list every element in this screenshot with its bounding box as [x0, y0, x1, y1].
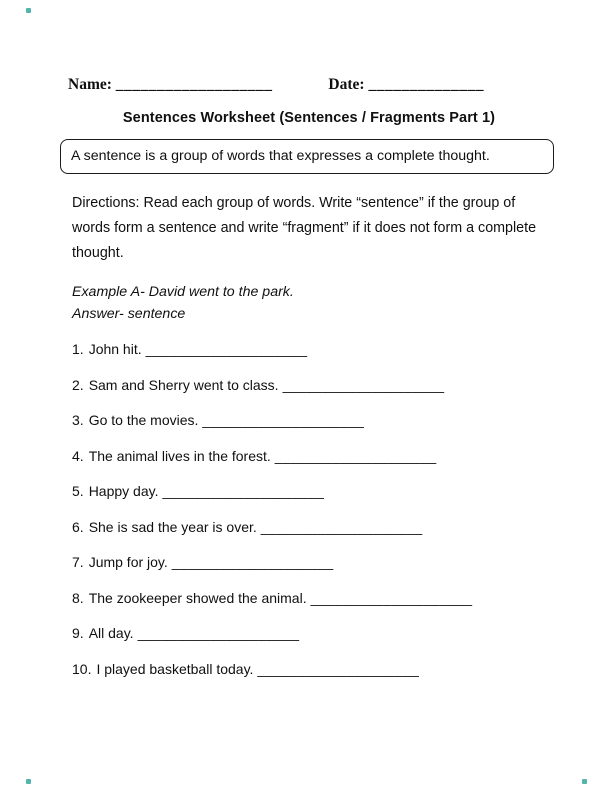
- worksheet-item-1: [72, 341, 550, 357]
- item-text: Happy day.: [88, 483, 159, 499]
- item-number: 1.: [72, 341, 84, 357]
- item-number: 2.: [72, 376, 84, 393]
- name-date-row: [68, 76, 550, 94]
- item-text: She is sad the year is over.: [88, 518, 257, 535]
- item-text: All day.: [88, 625, 134, 641]
- name-label: Name:: [68, 76, 112, 93]
- item-number: 8.: [72, 589, 84, 606]
- item-number: 5.: [72, 483, 84, 499]
- worksheet-item-6: [72, 519, 550, 535]
- item-text: John hit.: [88, 341, 142, 357]
- worksheet-item-10: [72, 661, 550, 677]
- worksheet-item-9: [72, 625, 550, 641]
- definition-box: [60, 139, 554, 174]
- definition-text: A sentence is a group of words that expresses a complete thought.: [71, 148, 490, 164]
- answer-blank-line: ____________________: [257, 660, 420, 677]
- item-text: The zookeeper showed the animal.: [88, 589, 307, 606]
- date-label: Date:: [328, 76, 365, 93]
- answer-blank-line: ____________________: [137, 625, 300, 641]
- answer-blank-line: ____________________: [310, 589, 473, 606]
- worksheet-item-4: [72, 448, 550, 464]
- date-blank-line: ______________: [368, 76, 484, 93]
- item-number: 4.: [72, 447, 84, 464]
- item-text: I played basketball today.: [96, 660, 254, 677]
- answer-blank-line: ____________________: [162, 483, 325, 499]
- scan-artifact-dot: [582, 779, 587, 784]
- items-list: [72, 341, 550, 677]
- worksheet-item-5: [72, 483, 550, 499]
- scan-artifact-dot: [26, 779, 31, 784]
- item-text: Go to the movies.: [88, 412, 199, 428]
- worksheet-item-8: [72, 590, 550, 606]
- worksheet-title: Sentences Worksheet (Sentences / Fragments Part 1): [122, 110, 496, 126]
- item-number: 10.: [72, 660, 92, 677]
- example-block: [72, 281, 550, 325]
- scan-artifact-dot: [26, 8, 31, 13]
- name-blank-line: ___________________: [115, 76, 273, 93]
- example-answer-line: Answer- sentence: [72, 306, 186, 322]
- answer-blank-line: ____________________: [145, 341, 308, 357]
- item-text: The animal lives in the forest.: [88, 447, 271, 464]
- item-text: Sam and Sherry went to class.: [88, 376, 279, 393]
- worksheet-item-2: [72, 377, 550, 393]
- answer-blank-line: ____________________: [202, 412, 365, 428]
- item-text: Jump for joy.: [88, 554, 168, 570]
- item-number: 3.: [72, 412, 84, 428]
- example-line: Example A- David went to the park.: [72, 284, 294, 300]
- item-number: 6.: [72, 518, 84, 535]
- worksheet-item-7: [72, 554, 550, 570]
- answer-blank-line: ____________________: [274, 447, 437, 464]
- directions-text: Directions: Read each group of words. Write “sentence” if the group of words form a sentence and write “fragment” if it does not form a complete thought.: [72, 195, 537, 261]
- answer-blank-line: ____________________: [260, 518, 423, 535]
- item-number: 9.: [72, 625, 84, 641]
- answer-blank-line: ____________________: [171, 554, 334, 570]
- answer-blank-line: ____________________: [282, 376, 445, 393]
- worksheet-item-3: [72, 412, 550, 428]
- item-number: 7.: [72, 554, 84, 570]
